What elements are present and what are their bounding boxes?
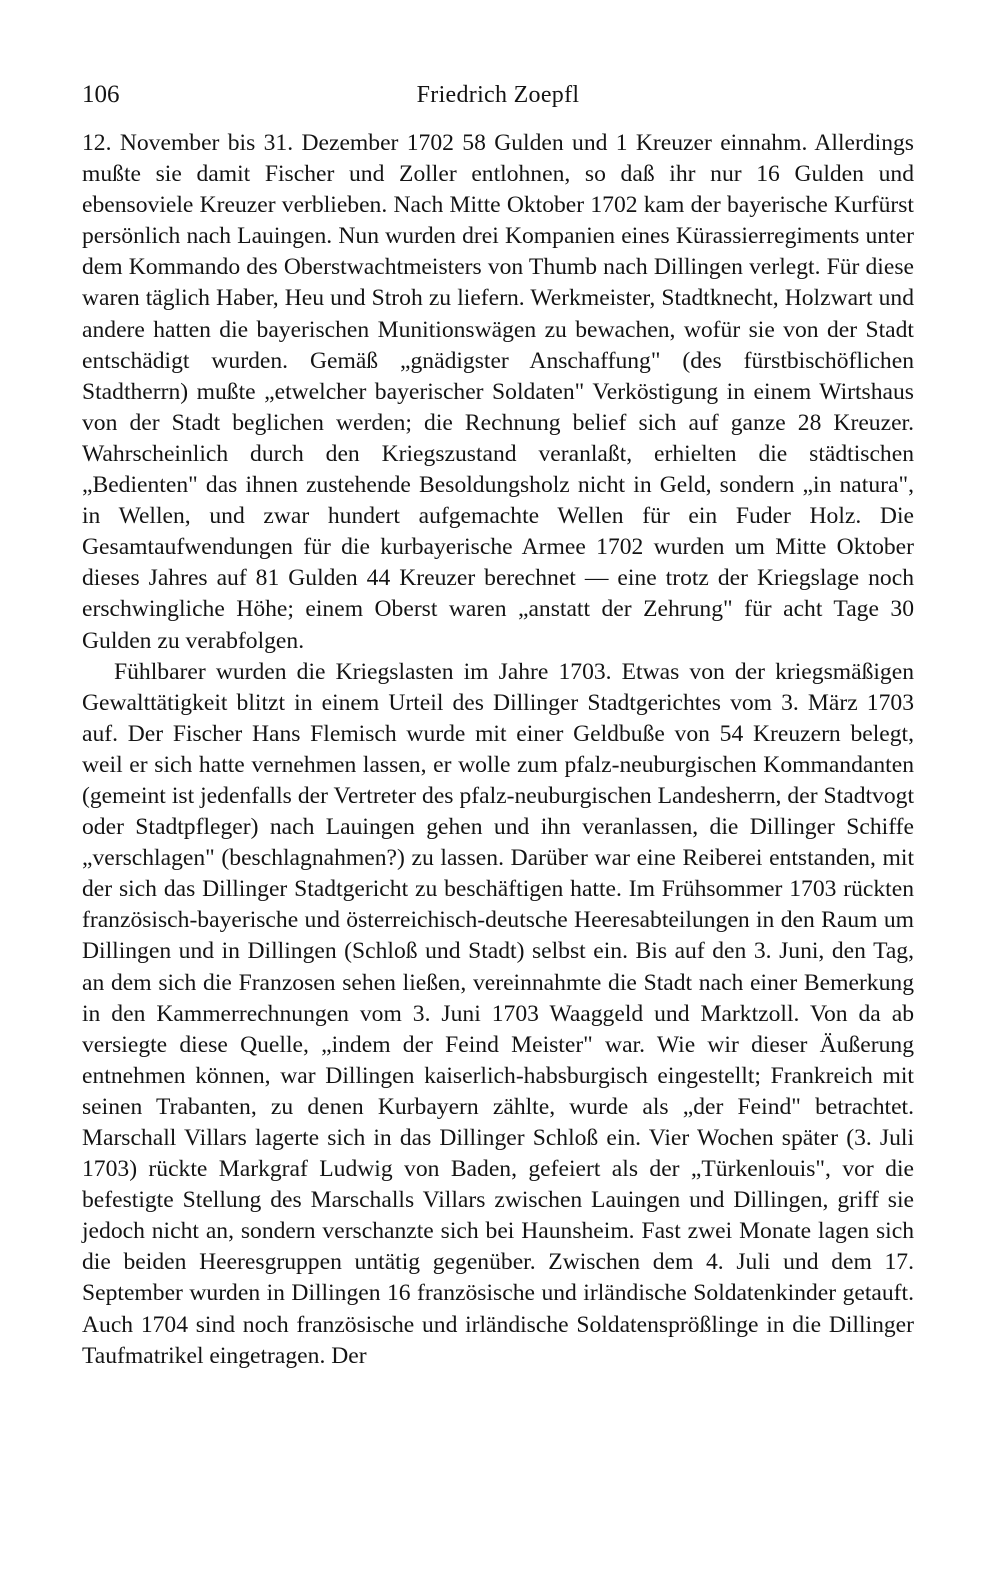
paragraph-continued: 12. November bis 31. Dezember 1702 58 Gulden und 1 Kreuzer einnahm. Allerdings mußte sie damit Fischer und Zoller entlohnen, so daß ihr nur 16 Gulden und ebensoviele Kreuzer verblieben. Nach Mitte Oktober 1702 kam der bayerische Kurfürst persönlich nach Lauingen. Nun wurden drei Kompanien eines Kürassierregiments unter dem Kommando des Oberstwachtmeisters von Thumb nach Dillingen verlegt. Für diese waren täglich Haber, Heu und Stroh zu liefern. Werkmeister, Stadtknecht, Holzwart und andere hatten die bayerischen Munitionswägen zu bewachen, wofür sie von der Stadt entschädigt wurden. Gemäß „gnädigster Anschaffung" (des fürstbischöflichen Stadtherrn) mußte „etwelcher bayerischer Soldaten" Verköstigung in einem Wirtshaus von der Stadt beglichen werden; die Rechnung belief sich auf ganze 28 Kreuzer. Wahrscheinlich durch den Kriegszustand veranlaßt, erhielten die städtischen „Bedienten" das ihnen zustehende Besoldungsholz nicht in Geld, sondern „in natura", in Wellen, und zwar hundert aufgemachte Wellen für ein Fuder Holz. Die Gesamtaufwendungen für die kurbayerische Armee 1702 wurden um Mitte Oktober dieses Jahres auf 81 Gulden 44 Kreuzer berechnet — eine trotz der Kriegslage noch erschwingliche Höhe; einem Oberst waren „anstatt der Zehrung" für acht Tage 30 Gulden zu verabfolgen. [82, 130, 914, 654]
running-head-author: Friedrich Zoepfl [416, 82, 580, 108]
paragraph: Fühlbarer wurden die Kriegslasten im Jahre 1703. Etwas von der kriegsmäßigen Gewalttätigkeit blitzt in einem Urteil des Dillinger Stadtgerichtes vom 3. März 1703 auf. Der Fischer Hans Flemisch wurde mit einer Geldbuße von 54 Kreuzern belegt, weil er sich hatte vernehmen lassen, er wolle zum pfalz-neuburgischen Kommandanten (gemeint ist jedenfalls der Vertreter des pfalz-neuburgischen Landesherrn, der Stadtvogt oder Stadtpfleger) nach Lauingen gehen und ihn veranlassen, die Dillinger Schiffe „verschlagen" (beschlagnahmen?) zu lassen. Darüber war eine Reiberei entstanden, mit der sich das Dillinger Stadtgericht zu beschäftigen hatte. Im Frühsommer 1703 rückten französisch-bayerische und österreichisch-deutsche Heeresabteilungen in den Raum um Dillingen und in Dillingen (Schloß und Stadt) selbst ein. Bis auf den 3. Juni, den Tag, an dem sich die Franzosen sehen ließen, vereinnahmte die Stadt nach einer Bemerkung in den Kammerrechnungen vom 3. Juni 1703 Waaggeld und Marktzoll. Von da ab versiegte diese Quelle, „indem der Feind Meister" war. Wie wir dieser Äußerung entnehmen können, war Dillingen kaiserlich-habsburgisch eingestellt; Frankreich mit seinen Trabanten, zu denen Kurbayern zählte, wurde als „der Feind" betrachtet. Marschall Villars lagerte sich in das Dillinger Schloß ein. Vier Wochen später (3. Juli 1703) rückte Markgraf Ludwig von Baden, gefeiert als der „Türkenlouis", vor die befestigte Stellung des Marschalls Villars zwischen Lauingen und Dillingen, griff sie jedoch nicht an, sondern verschanzte sich bei Haunsheim. Fast zwei Monate lagen sich die beiden Heeresgruppen untätig gegenüber. Zwischen dem 4. Juli und dem 17. September wurden in Dillingen 16 französische und irländische Soldatenkinder getauft. Auch 1704 sind noch französische und irländische Soldatensprößlinge in die Dillinger Taufmatrikel eingetragen. Der [82, 658, 914, 1369]
body-text [82, 128, 914, 1528]
page-number: 106 [82, 81, 120, 108]
page-header [82, 80, 914, 110]
